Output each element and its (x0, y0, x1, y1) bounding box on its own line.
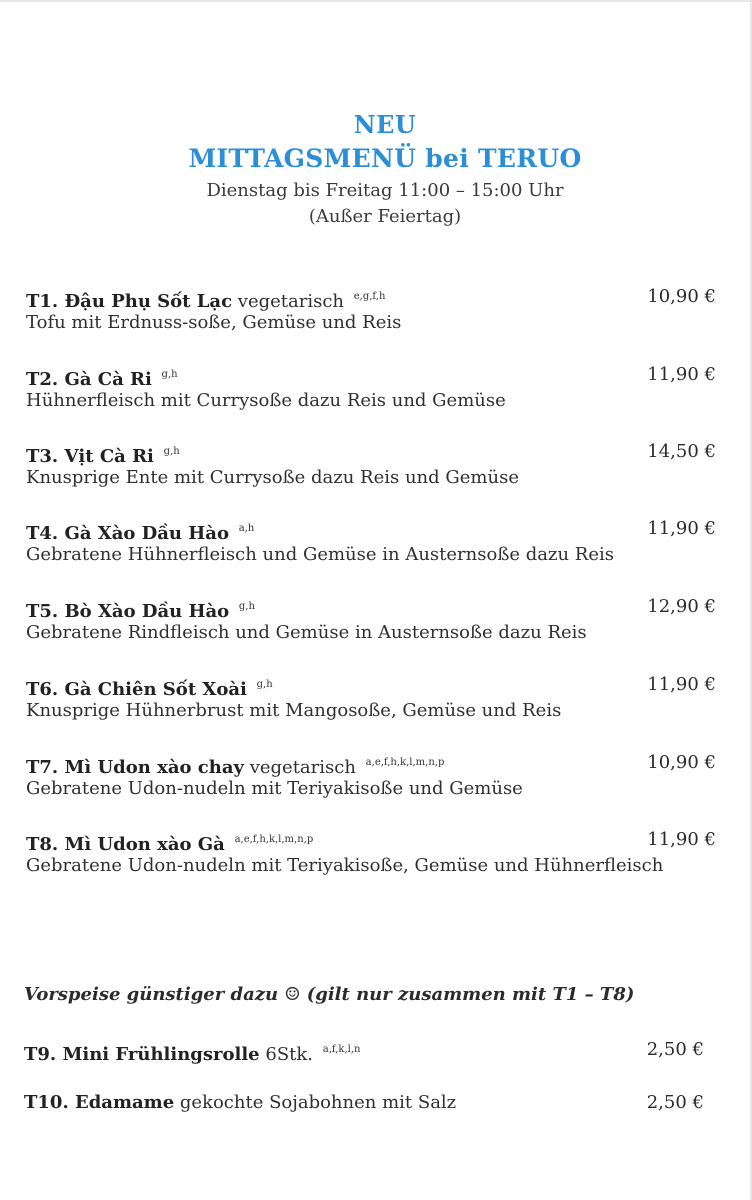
new-badge: NEU (353, 110, 417, 139)
menu-item-t5 (26, 594, 716, 646)
opening-hours: Dienstag bis Freitag 11:00 – 15:00 Uhr (206, 180, 564, 201)
allergen-codes: g,h (256, 679, 273, 690)
menu-item-header (26, 439, 716, 465)
menu-item-t8 (26, 827, 716, 879)
menu-header (0, 110, 752, 230)
allergen-codes: g,h (238, 601, 255, 612)
dish-tag: vegetarisch (249, 757, 356, 778)
dish-name: T8. Mì Udon xào Gà (26, 834, 225, 855)
dish-description: Hühnerfleisch mit Currysoße dazu Reis und Gemüse (26, 390, 506, 411)
dish-price: 10,90 € (647, 752, 716, 773)
dish-description: Knusprige Ente mit Currysoße dazu Reis und Gemüse (26, 467, 519, 488)
menu-title: MITTAGSMENÜ bei TERUO (188, 144, 582, 173)
menu-item-t6 (26, 672, 716, 724)
dish-price: 10,90 € (647, 286, 716, 307)
dish-description: Gebratene Hühnerfleisch und Gemüse in Austernsoße dazu Reis (26, 544, 614, 565)
dish-price: 11,90 € (647, 518, 716, 539)
menu-item-header (26, 362, 716, 388)
allergen-codes: e,g,f,h (353, 291, 386, 302)
dish-name: T5. Bò Xào Dầu Hào (26, 601, 230, 622)
menu-item-t7 (26, 750, 716, 802)
menu-item-header (26, 516, 716, 542)
dish-name: T7. Mì Udon xào chay (26, 757, 244, 778)
menu-item-header (26, 672, 716, 698)
dish-price: 12,90 € (647, 596, 716, 617)
allergen-codes: g,h (161, 369, 178, 380)
starters-heading: Vorspeise günstiger dazu ☺ (gilt nur zusammen mit T1 – T8) (24, 984, 635, 1005)
dish-name: T10. Edamame (24, 1092, 175, 1113)
allergen-codes: a,e,f,h,k,l,m,n,p (365, 757, 445, 768)
dish-description: Gebratene Udon-nudeln mit Teriyakisoße, Gemüse und Hühnerfleisch (26, 855, 664, 876)
allergen-codes: g,h (163, 446, 180, 457)
starter-item-t9 (24, 1037, 704, 1063)
dish-price: 11,90 € (647, 829, 716, 850)
menu-item-t1 (26, 284, 716, 336)
menu-item-t2 (26, 362, 716, 414)
dish-description: Tofu mit Erdnuss-soße, Gemüse und Reis (26, 312, 402, 333)
menu-item-header (26, 594, 716, 620)
menu-item-t3 (26, 439, 716, 491)
menu-item-header (26, 284, 716, 310)
dish-price: 2,50 € (646, 1039, 704, 1060)
dish-price: 14,50 € (647, 441, 716, 462)
dish-tag: 6Stk. (265, 1044, 314, 1065)
starter-item-t10 (24, 1090, 704, 1116)
dish-name: T6. Gà Chiên Sốt Xoài (26, 679, 247, 700)
dish-tag: gekochte Sojabohnen mit Salz (179, 1092, 457, 1113)
allergen-codes: a,e,f,h,k,l,m,n,p (234, 834, 314, 845)
dish-name: T9. Mini Frühlingsrolle (24, 1044, 260, 1065)
menu-item-header (26, 827, 716, 853)
dish-tag: vegetarisch (237, 291, 345, 312)
dish-description: Gebratene Udon-nudeln mit Teriyakisoße und Gemüse (26, 778, 523, 799)
dish-price: 11,90 € (647, 674, 716, 695)
dish-name: T4. Gà Xào Dầu Hào (26, 523, 229, 544)
menu-item-t4 (26, 516, 716, 568)
menu-item-header (26, 750, 716, 776)
dish-name: T2. Gà Cà Ri (26, 369, 152, 390)
allergen-codes: a,f,k,l,n (322, 1044, 361, 1055)
dish-name: T3. Vịt Cà Ri (26, 446, 154, 467)
dish-price: 11,90 € (647, 364, 716, 385)
dish-description: Knusprige Hühnerbrust mit Mangosoße, Gemüse und Reis (26, 700, 562, 721)
page-edge-top (0, 0, 752, 2)
allergen-codes: a,h (238, 523, 255, 534)
dish-price: 2,50 € (646, 1092, 704, 1113)
holiday-note: (Außer Feiertag) (308, 206, 462, 227)
dish-description: Gebratene Rindfleisch und Gemüse in Austernsoße dazu Reis (26, 622, 587, 643)
dish-name: T1. Đậu Phụ Sốt Lạc (26, 291, 233, 312)
